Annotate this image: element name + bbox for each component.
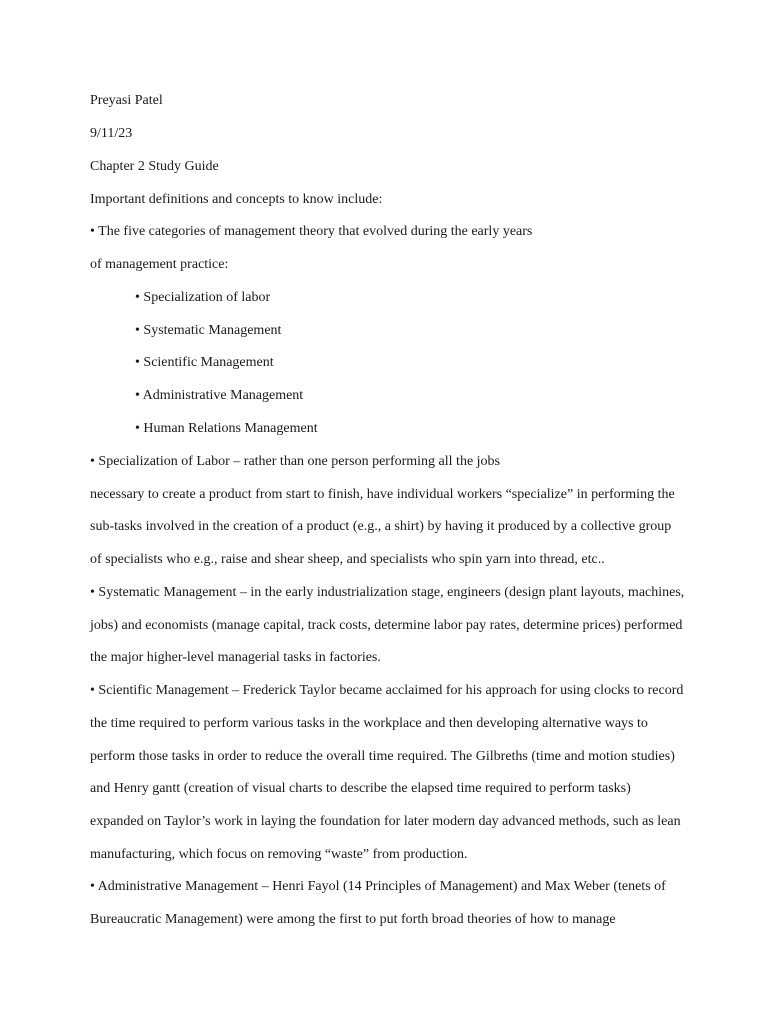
paragraph-line: • Administrative Management – Henri Fayol (14 Principles of Management) and Max Weber (tenets of xyxy=(90,879,666,894)
paragraph-line: • Specialization of Labor – rather than one person performing all the jobs xyxy=(90,454,500,469)
paragraph-line: • The five categories of management theory that evolved during the early years xyxy=(90,224,533,239)
paragraph-line: • Scientific Management – Frederick Taylor became acclaimed for his approach for using clocks to record xyxy=(90,683,684,698)
sub-bullet-item: • Scientific Management xyxy=(135,355,274,370)
paragraph-line: the time required to perform various tasks in the workplace and then developing alternative ways to xyxy=(90,716,648,731)
intro-text: Important definitions and concepts to know include: xyxy=(90,192,383,207)
document-date: 9/11/23 xyxy=(90,126,133,141)
paragraph-line: • Systematic Management – in the early industrialization stage, engineers (design plant layouts, machines, xyxy=(90,585,685,600)
sub-bullet-item: • Systematic Management xyxy=(135,323,282,338)
paragraph-line: jobs) and economists (manage capital, track costs, determine labor pay rates, determine prices) performed xyxy=(90,618,683,633)
paragraph-line: the major higher-level managerial tasks in factories. xyxy=(90,650,381,665)
paragraph-line: perform those tasks in order to reduce the overall time required. The Gilbreths (time and motion studies) xyxy=(90,749,675,764)
paragraph-line: of specialists who e.g., raise and shear sheep, and specialists who spin yarn into thread, etc.. xyxy=(90,552,605,567)
paragraph-line: expanded on Taylor’s work in laying the foundation for later modern day advanced methods, such as lean xyxy=(90,814,681,829)
paragraph-line: sub-tasks involved in the creation of a product (e.g., a shirt) by having it produced by a collective group xyxy=(90,519,672,534)
document-title: Chapter 2 Study Guide xyxy=(90,159,219,174)
paragraph-line: of management practice: xyxy=(90,257,229,272)
paragraph-line: Bureaucratic Management) were among the first to put forth broad theories of how to manage xyxy=(90,912,616,927)
author-name: Preyasi Patel xyxy=(90,93,163,108)
paragraph-line: and Henry gantt (creation of visual charts to describe the elapsed time required to perform tasks) xyxy=(90,781,631,796)
paragraph-line: necessary to create a product from start to finish, have individual workers “specialize” in performing the xyxy=(90,487,675,502)
paragraph-line: manufacturing, which focus on removing “waste” from production. xyxy=(90,847,468,862)
sub-bullet-item: • Human Relations Management xyxy=(135,421,318,436)
sub-bullet-item: • Administrative Management xyxy=(135,388,304,403)
sub-bullet-item: • Specialization of labor xyxy=(135,290,271,305)
